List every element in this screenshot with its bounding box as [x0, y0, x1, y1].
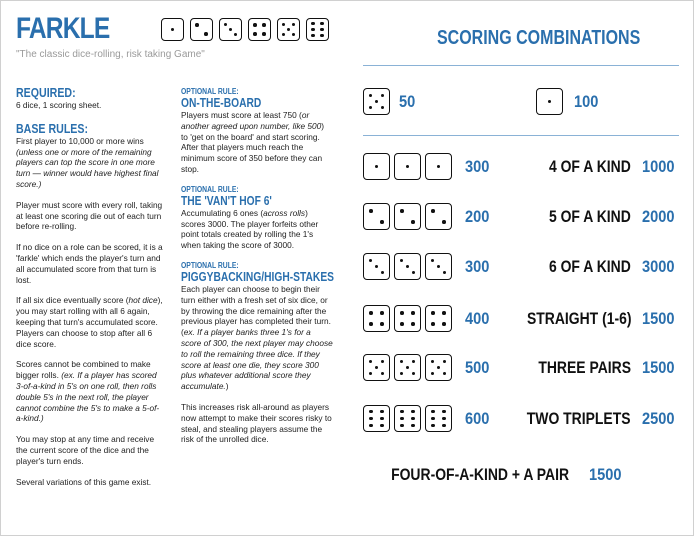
base-rules-heading: BASE RULES: [16, 121, 89, 136]
die-pip [400, 259, 404, 263]
combo-label-5-kind: 5 OF A KIND [549, 207, 631, 226]
scoring-title: SCORING COMBINATIONS [437, 27, 641, 49]
die-pip [282, 33, 286, 37]
die-one-icon [536, 88, 563, 115]
die-pip [411, 322, 415, 326]
die-pip [369, 322, 373, 326]
die-pip [548, 100, 552, 104]
die-one-icon [425, 153, 452, 180]
score-single-five-points: 50 [399, 92, 416, 111]
die-pip [380, 417, 384, 421]
combo-label-four-plus-pair: FOUR-OF-A-KIND + A PAIR [391, 465, 569, 484]
die-pip [431, 372, 435, 376]
optional-text-vant-hof [181, 208, 333, 251]
die-pip [380, 322, 384, 326]
die-five-icon [394, 354, 421, 381]
die-four-icon [394, 305, 421, 332]
optional-1-a: Players must score at least 750 ( [181, 110, 302, 120]
die-pip [311, 34, 315, 38]
die-pip [171, 28, 175, 32]
die-pip [380, 311, 384, 315]
die-five-icon [363, 88, 390, 115]
die-pip [381, 94, 385, 98]
rule-hot-dice-term: hot dice [128, 295, 158, 306]
die-two-icon [190, 18, 213, 41]
die-pip [411, 424, 415, 428]
die-pip [375, 265, 379, 269]
die-pip [381, 106, 385, 110]
optional-label-2: OPTIONAL RULE: [181, 184, 239, 194]
die-five-icon [277, 18, 300, 41]
die-four-icon [248, 18, 271, 41]
combo-points-6-kind: 3000 [642, 257, 675, 276]
optional-text-piggybacking [181, 284, 333, 392]
combo-points-4-kind: 1000 [642, 157, 675, 176]
die-three-icon [363, 253, 390, 280]
score-single-one [536, 88, 599, 115]
die-six-icon [306, 18, 329, 41]
rule-no-combining-text: Scores cannot be combined to make bigger rolls. [16, 359, 151, 381]
optional-1-c: ) to 'get on the board' and start scoring. After that players much reach the minimum score of 350 before they can stop. [181, 120, 324, 174]
die-pip [292, 23, 296, 27]
die-pip [412, 372, 416, 376]
die-pip [431, 259, 435, 263]
combo-label-three-pairs: THREE PAIRS [538, 358, 631, 377]
die-pip [400, 372, 404, 376]
optional-title-vant-hof: THE 'VAN'T HOF 6' [181, 193, 272, 208]
die-five-icon [425, 354, 452, 381]
combo-points-straight: 1500 [642, 309, 675, 328]
die-pip [369, 417, 373, 421]
die-pip [437, 366, 441, 370]
die-four-icon [363, 305, 390, 332]
die-pip [400, 322, 404, 326]
rule-no-combining-example: (ex. If a player has scored 3-of-a-kind in 5's on one roll, then rolls double 5's in the next roll, the player cannot combine the 5's to make a 5-of-a-kind.) [16, 370, 160, 424]
die-pip [380, 424, 384, 428]
divider-top [363, 65, 679, 66]
optional-title-on-the-board: ON-THE-BOARD [181, 96, 262, 110]
die-pip [369, 106, 373, 110]
optional-3-a: Each player can choose to begin their turn either with a fresh set of six dice, or by throwing the dice remaining after the previous player has completed their turn. ( [181, 283, 331, 338]
combo-points-four-plus-pair: 1500 [589, 465, 622, 484]
die-pip [400, 410, 404, 414]
die-pip [406, 265, 410, 269]
die-pip [253, 32, 257, 36]
rule-win-note: (unless one or more of the remaining players can top the score in one more turn — winner would have highest final score.) [16, 146, 159, 189]
die-pip [369, 410, 373, 414]
die-pip [431, 417, 435, 421]
die-pip [204, 32, 208, 36]
die-pip [442, 417, 446, 421]
rule-farkle: If no dice on a role can be scored, it is a 'farkle' which ends the player's turn and all accumulated score from that turn is lost. [16, 242, 163, 285]
die-pip [431, 424, 435, 428]
header-die-3 [219, 18, 242, 41]
score-three-twos [363, 203, 490, 230]
die-pip [437, 165, 441, 169]
rule-variations: Several variations of this game exist. [16, 476, 152, 487]
header-die-1 [161, 18, 184, 41]
die-pip [442, 322, 446, 326]
die-pip [380, 410, 384, 414]
score-three-fives-points: 500 [465, 358, 490, 377]
die-pip [400, 360, 404, 364]
die-pip [234, 33, 238, 37]
die-pip [406, 366, 410, 370]
score-single-five [363, 88, 416, 115]
die-three-icon [219, 18, 242, 41]
die-pip [400, 417, 404, 421]
required-heading: REQUIRED: [16, 86, 76, 100]
combo-label-straight: STRAIGHT (1-6) [526, 309, 631, 328]
score-three-sixes [363, 405, 490, 432]
optional-text-piggybacking-risk: This increases risk all-around as players now attempt to make their scores risky to steal, and stealing players assume the risk of the unrolled dice. [181, 401, 332, 445]
score-three-ones-points: 300 [465, 157, 490, 176]
rules-column-left [16, 87, 166, 497]
die-pip [411, 220, 415, 224]
die-pip [406, 165, 410, 169]
optional-text-on-the-board [181, 110, 333, 175]
die-pip [311, 22, 315, 26]
die-pip [262, 32, 266, 36]
die-pip [253, 23, 257, 27]
score-three-fours-points: 400 [465, 309, 490, 328]
die-six-icon [394, 405, 421, 432]
die-pip [412, 271, 416, 275]
die-six-icon [425, 405, 452, 432]
die-pip [292, 33, 296, 37]
optional-label-3: OPTIONAL RULE: [181, 260, 239, 270]
die-pip [369, 94, 373, 98]
combo-label-two-triplets: TWO TRIPLETS [527, 409, 631, 428]
optional-3-c: ) [225, 381, 229, 392]
rule-score-every-roll: Player must score with every roll, taking at least one scoring die out of each turn before re-rolling. [16, 199, 163, 232]
die-pip [369, 372, 373, 376]
combo-points-three-pairs: 1500 [642, 358, 675, 377]
required-text: 6 dice, 1 scoring sheet. [16, 100, 102, 110]
die-pip [400, 209, 404, 213]
die-pip [443, 271, 447, 275]
divider-middle [363, 135, 679, 136]
die-three-icon [394, 253, 421, 280]
die-pip [431, 209, 435, 213]
die-pip [224, 23, 228, 27]
die-pip [195, 23, 199, 27]
optional-2-a: Accumulating 6 ones ( [181, 207, 264, 218]
die-pip [320, 22, 324, 26]
die-pip [442, 311, 446, 315]
rule-win-text: First player to 10,000 or more wins [16, 135, 144, 146]
die-pip [411, 417, 415, 421]
die-pip [431, 322, 435, 326]
die-pip [442, 424, 446, 428]
header-die-2 [190, 18, 213, 41]
die-pip [381, 271, 385, 275]
die-pip [369, 259, 373, 263]
combo-label-4-kind: 4 OF A KIND [549, 157, 631, 176]
score-three-twos-points: 200 [465, 207, 490, 226]
combo-label-6-kind: 6 OF A KIND [549, 257, 631, 276]
die-six-icon [363, 405, 390, 432]
die-pip [431, 360, 435, 364]
die-pip [443, 372, 447, 376]
rules-column-optional [181, 87, 333, 455]
optional-1-b: or another agreed upon number, like 500 [181, 110, 322, 131]
score-three-threes [363, 253, 490, 280]
score-three-fives [363, 354, 490, 381]
die-pip [431, 410, 435, 414]
die-one-icon [161, 18, 184, 41]
optional-label-1: OPTIONAL RULE: [181, 87, 239, 96]
die-three-icon [425, 253, 452, 280]
die-pip [411, 410, 415, 414]
die-pip [442, 220, 446, 224]
die-pip [311, 28, 315, 32]
die-two-icon [363, 203, 390, 230]
header-die-4 [248, 18, 271, 41]
rule-hot-dice-c: ), you may start rolling with all 6 again, keeping that turn's accumulated score. Players can choose to stop after all 6 dice score. [16, 295, 163, 349]
game-subtitle: "The classic dice-rolling, risk taking Game" [16, 49, 205, 60]
die-pip [369, 360, 373, 364]
die-pip [400, 424, 404, 428]
die-pip [443, 360, 447, 364]
die-pip [381, 372, 385, 376]
die-one-icon [363, 153, 390, 180]
die-pip [369, 311, 373, 315]
die-pip [375, 366, 379, 370]
header-die-5 [277, 18, 300, 41]
die-pip [287, 28, 291, 32]
die-two-icon [425, 203, 452, 230]
score-three-threes-points: 300 [465, 257, 490, 276]
die-pip [369, 424, 373, 428]
die-four-icon [425, 305, 452, 332]
die-pip [412, 360, 416, 364]
score-single-one-points: 100 [574, 92, 599, 111]
die-pip [431, 311, 435, 315]
score-three-fours [363, 305, 490, 332]
die-pip [229, 28, 233, 32]
die-pip [282, 23, 286, 27]
game-title: FARKLE [16, 12, 110, 45]
die-pip [400, 311, 404, 315]
die-pip [380, 220, 384, 224]
die-one-icon [394, 153, 421, 180]
die-pip [381, 360, 385, 364]
combo-points-two-triplets: 2500 [642, 409, 675, 428]
rule-hot-dice [16, 295, 166, 349]
combo-points-5-kind: 2000 [642, 207, 675, 226]
die-five-icon [363, 354, 390, 381]
rule-hot-dice-a: If all six dice eventually score ( [16, 295, 129, 306]
rule-no-combining [16, 359, 166, 424]
header-die-6 [306, 18, 329, 41]
score-three-sixes-points: 600 [465, 409, 490, 428]
optional-title-piggybacking: PIGGYBACKING/HIGH-STAKES [181, 269, 335, 284]
die-pip [262, 23, 266, 27]
die-pip [411, 311, 415, 315]
die-pip [442, 410, 446, 414]
die-pip [369, 209, 373, 213]
rule-stop: You may stop at any time and receive the current score of the dice and the player's turn ends. [16, 434, 155, 466]
rule-win [16, 136, 166, 190]
optional-2-b: across rolls [263, 207, 306, 218]
die-pip [320, 28, 324, 32]
optional-2-c: ) scores 3000. The player forfeits other point totals created by rolling the 1's when taking the score of 3000. [181, 207, 319, 251]
die-pip [437, 265, 441, 269]
optional-3-b: ex. If a player banks three 1's for a score of 300, the next player may choose to roll the remaining three dice. If they score at least one die, they score 300 plus whatever additional score they accumulate. [181, 327, 333, 392]
die-pip [375, 100, 379, 104]
die-pip [375, 165, 379, 169]
die-pip [320, 34, 324, 38]
die-two-icon [394, 203, 421, 230]
score-three-ones [363, 153, 490, 180]
